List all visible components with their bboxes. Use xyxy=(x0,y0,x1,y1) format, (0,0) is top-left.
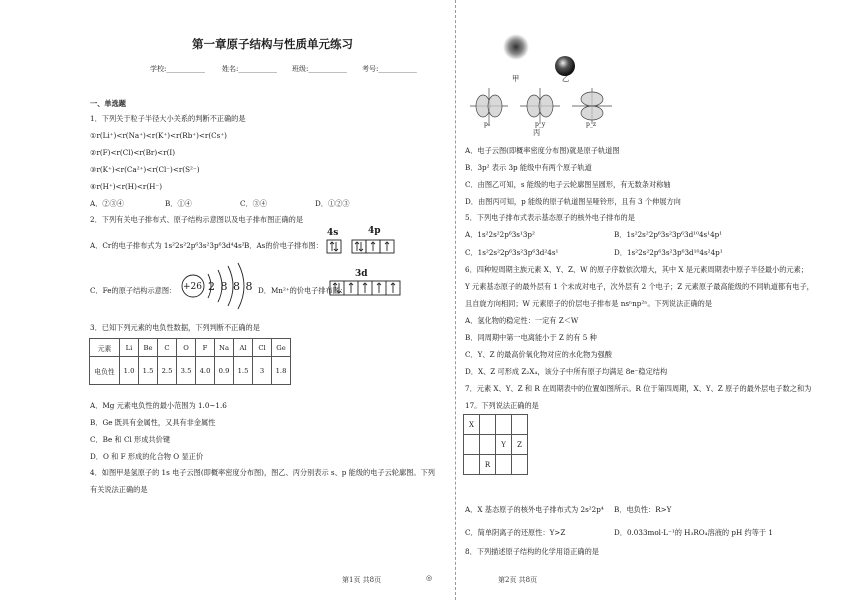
q2-stem: 2．下列有关电子排布式、原子结构示意图以及电子排布图正确的是 xyxy=(90,215,304,224)
table-cell: 0.9 xyxy=(215,357,234,385)
grid-cell xyxy=(480,435,496,455)
q1-stem: 1．下列关于粒子半径大小关系的判断不正确的是 xyxy=(90,114,246,123)
q2-b-4s-label: 4s xyxy=(327,228,339,238)
periodic-position-grid xyxy=(463,414,528,475)
q4-option-b[interactable]: B．3p² 表示 3p 能级中有两个原子轨道 xyxy=(465,163,592,172)
grid-cell-z: Z xyxy=(512,435,528,455)
q6-option-a[interactable]: A．氢化物的稳定性：一定有 Z＜W xyxy=(465,316,579,325)
table-cell: 电负性 xyxy=(90,357,120,385)
q6-option-d[interactable]: D．X、Z 可形成 Z₂X₄，该分子中所有原子均满足 8e⁻稳定结构 xyxy=(465,367,668,376)
table-cell: 4.0 xyxy=(196,357,215,385)
q4-stem-line2: 有关说法正确的是 xyxy=(90,485,148,494)
q1-option-d[interactable]: D．①②③ xyxy=(315,199,350,208)
q6-stem-line3: 且自旋方向相同；W 元素原子的价层电子排布是 nsⁿnp²ⁿ。下列说法正确的是 xyxy=(465,299,713,308)
q2-b-orbital-diagram xyxy=(326,239,396,255)
grid-cell xyxy=(496,415,512,435)
q2-option-c[interactable]: C．Fe的原子结构示意图： xyxy=(90,286,177,295)
figure-bing-label: 丙 xyxy=(533,128,541,137)
q5-option-c[interactable]: C．1s²2s²2p⁶3s²3p⁶3d²4s¹ xyxy=(465,248,559,257)
grid-cell-x: X xyxy=(464,415,480,435)
q4-stem-line1: 4．如图甲是氢原子的 1s 电子云图(即概率密度分布图)，图乙、丙分别表示 s、p 能级的电子云轮廓图。下列 xyxy=(90,468,435,477)
q1-option-a[interactable]: A．②③④ xyxy=(90,199,124,208)
figure-jia-label: 甲 xyxy=(512,74,520,83)
name-field[interactable]: 姓名:___________ xyxy=(222,65,277,73)
class-field[interactable]: 班级:___________ xyxy=(292,65,347,73)
page-number-right: 第2页 共8页 xyxy=(498,576,538,584)
py-label: p_y xyxy=(535,121,546,128)
q6-option-b[interactable]: B．同周期中第一电离能小于 Z 的有 5 种 xyxy=(465,333,597,342)
q4-option-a[interactable]: A．电子云图(即概率密度分布图)就是原子轨道图 xyxy=(465,146,620,155)
q2-d-orbital-diagram xyxy=(329,280,401,297)
table-cell: 3 xyxy=(253,357,272,385)
q3-option-a[interactable]: A．Mg 元素电负性的最小范围为 1.0~1.6 xyxy=(90,401,227,410)
q3-option-d[interactable]: D．O 和 F 形成的化合物 O 显正价 xyxy=(90,452,204,461)
table-cell: 1.8 xyxy=(272,357,291,385)
electron-cloud-figure xyxy=(502,33,530,75)
q2-option-a[interactable]: A．Cr的电子排布式为 1s²2s²2p⁶3s²3p⁶3d⁴4s² xyxy=(90,241,245,250)
table-cell: C xyxy=(158,339,177,357)
grid-cell-y: Y xyxy=(496,435,512,455)
q6-option-c[interactable]: C．Y、Z 的最高价氧化物对应的水化物为强酸 xyxy=(465,350,612,359)
right-page xyxy=(430,0,860,608)
q3-option-c[interactable]: C．Be 和 Cl 形成共价键 xyxy=(90,435,171,444)
q2-c-shells: 2 8 8 8 xyxy=(208,280,254,293)
q7-stem-line2: 17。下列说法正确的是 xyxy=(465,401,539,410)
number-field[interactable]: 考号:___________ xyxy=(362,65,417,73)
page-title: 第一章原子结构与性质单元练习 xyxy=(192,37,353,51)
table-cell: O xyxy=(177,339,196,357)
q7-stem-line1: 7．元素 X、Y、Z 和 R 在周期表中的位置如图所示。R 位于第四周期，X、Y、Z 原子的最外层电子数之和为 xyxy=(465,384,812,393)
q1-statement-3: ③r(K⁺)<r(Ca²⁺)<r(Cl⁻)<r(S²⁻) xyxy=(90,165,200,174)
binding-mark: ◎ xyxy=(426,574,433,582)
grid-cell xyxy=(464,455,480,475)
table-cell: 2.5 xyxy=(158,357,177,385)
table-cell: Cl xyxy=(253,339,272,357)
table-cell: 元素 xyxy=(90,339,120,357)
q5-option-b[interactable]: B．1s²2s²2p⁶3s²3p⁶3d¹⁰4s¹4p¹ xyxy=(614,230,723,239)
section-heading: 一、单选题 xyxy=(90,99,126,108)
q1-option-c[interactable]: C．③④ xyxy=(240,199,268,208)
table-cell: 1.5 xyxy=(234,357,253,385)
table-cell: 1.0 xyxy=(120,357,139,385)
grid-cell xyxy=(512,455,528,475)
grid-cell xyxy=(496,455,512,475)
q2-d-3d-label: 3d xyxy=(355,269,368,279)
grid-cell-r: R xyxy=(480,455,496,475)
q4-option-c[interactable]: C．由图乙可知，s 能级的电子云轮廓图呈圆形，有无数条对称轴 xyxy=(465,180,671,189)
q7-option-a[interactable]: A．X 基态原子的核外电子排布式为 2s²2p⁴ xyxy=(465,505,604,514)
table-cell: Be xyxy=(139,339,158,357)
table-cell: Na xyxy=(215,339,234,357)
q7-option-d[interactable]: D．0.033mol·L⁻¹的 H₃RO₄溶液的 pH 约等于 1 xyxy=(614,528,773,537)
q2-b-4p-label: 4p xyxy=(368,226,381,236)
electronegativity-table xyxy=(89,338,291,385)
table-cell: Ge xyxy=(272,339,291,357)
table-cell: F xyxy=(196,339,215,357)
q1-statement-1: ①r(Li⁺)<r(Na⁺)<r(K⁺)<r(Rb⁺)<r(Cs⁺) xyxy=(90,131,227,140)
table-cell: Li xyxy=(120,339,139,357)
q4-option-d[interactable]: D．由图丙可知，p 能级的原子轨道图呈哑铃形，且有 3 个伸展方向 xyxy=(465,197,681,206)
px-label: pₓ xyxy=(484,121,491,128)
q7-option-b[interactable]: B．电负性：R>Y xyxy=(614,505,672,514)
q1-statement-4: ④r(H⁺)<r(H)<r(H⁻) xyxy=(90,182,163,191)
q7-option-c[interactable]: C．简单阴离子的还原性：Y>Z xyxy=(465,528,566,537)
q3-option-b[interactable]: B．Ge 既具有金属性，又具有非金属性 xyxy=(90,418,216,427)
page-number-left: 第1页 共8页 xyxy=(342,576,382,584)
table-cell: 3.5 xyxy=(177,357,196,385)
q6-stem-line1: 6．四种短周期主族元素 X、Y、Z、W 的原子序数依次增大，其中 X 是元素周期表中原子半径最小的元素； xyxy=(465,265,808,274)
q1-statement-2: ②r(F)<r(Cl)<r(Br)<r(I) xyxy=(90,148,176,157)
q3-stem: 3．已知下列元素的电负性数据，下列判断不正确的是 xyxy=(90,323,260,332)
table-cell: 1.5 xyxy=(139,357,158,385)
pz-label: p_z xyxy=(586,121,597,128)
q5-option-a[interactable]: A．1s²2s²2p⁶3s¹3p² xyxy=(465,230,535,239)
q5-option-d[interactable]: D．1s²2s²2p⁶3s²3p⁶3d¹⁰4s²4p¹ xyxy=(614,248,723,257)
q6-stem-line2: Y 元素基态原子的最外层有 1 个未成对电子，次外层有 2 个电子；Z 元素原子最高能级的不同轨道都有电子， xyxy=(465,282,814,291)
school-field[interactable]: 学校:___________ xyxy=(150,65,205,73)
grid-cell xyxy=(480,415,496,435)
q2-option-d[interactable]: D．Mn²⁺的价电子排布图： xyxy=(258,286,348,295)
q5-stem: 5．下列电子排布式表示基态原子的核外电子排布的是 xyxy=(465,213,635,222)
q8-stem: 8．下列描述原子结构的化学用语正确的是 xyxy=(465,547,599,556)
table-cell: Al xyxy=(234,339,253,357)
q2-option-b[interactable]: B．As的价电子排布图： xyxy=(244,241,323,250)
grid-cell xyxy=(464,435,480,455)
grid-cell xyxy=(512,415,528,435)
q1-option-b[interactable]: B．①④ xyxy=(165,199,192,208)
q2-c-nucleus: +26 xyxy=(183,282,202,292)
figure-yi-label: 乙 xyxy=(562,74,570,83)
